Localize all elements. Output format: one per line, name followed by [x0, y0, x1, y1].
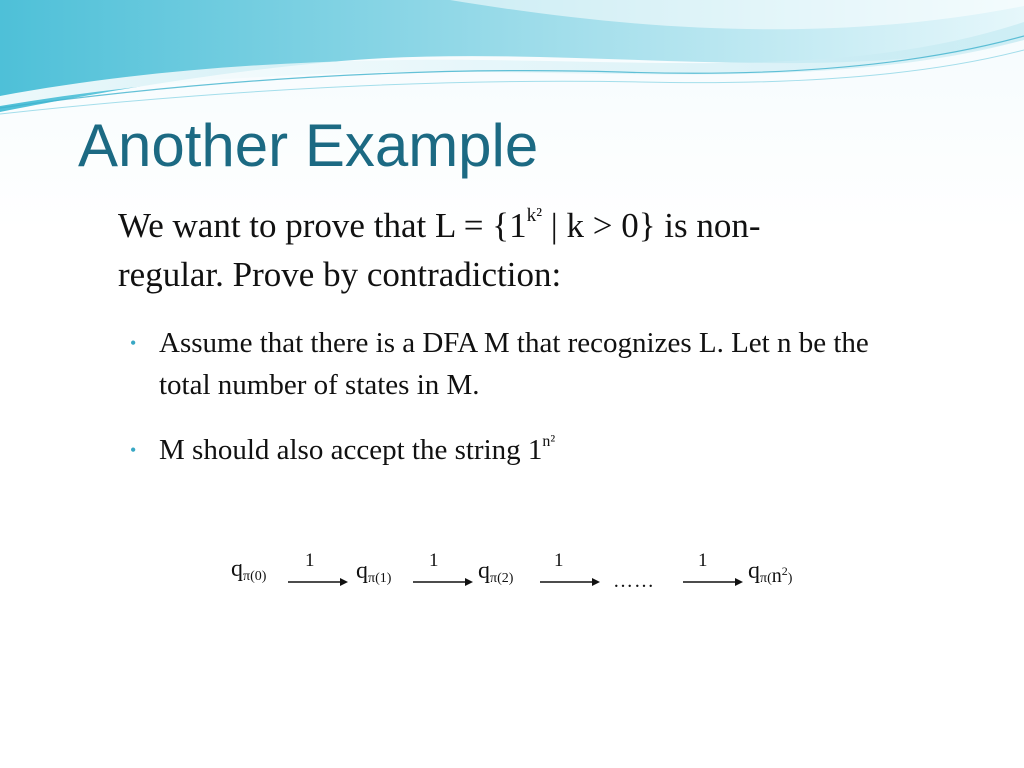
bullet-marker: • [130, 333, 137, 353]
state-symbol: q [356, 558, 368, 584]
intro-exponent: k² [526, 205, 542, 227]
transition-arrow [413, 574, 473, 590]
state-symbol: q [231, 556, 243, 582]
transition-arrow [288, 574, 348, 590]
bullet-text-prefix: M should also accept the string 1 [159, 434, 543, 466]
transition-chain [0, 540, 1024, 610]
state-subscript [760, 563, 793, 587]
intro-line2: regular. Prove by contradiction: [118, 255, 562, 294]
transition-arrow [683, 574, 743, 590]
state-subscript: π(0) [243, 569, 267, 584]
state-q-pi-2 [478, 556, 513, 590]
edge-label: 1 [305, 550, 315, 571]
bullet-item-assume-dfa [130, 322, 920, 406]
state-q-pi-1 [356, 556, 391, 590]
intro-line1-suffix: | k > 0} is non- [541, 206, 761, 245]
state-q-pi-0 [231, 554, 266, 588]
bullet-list [130, 322, 920, 494]
subscript-n: n [771, 565, 782, 587]
edge-label: 1 [429, 550, 439, 571]
bullet-marker: • [130, 440, 137, 460]
edge-label: 1 [698, 550, 708, 571]
state-subscript: π(1) [368, 571, 392, 586]
header-wave-decoration [0, 0, 1024, 120]
state-symbol: q [478, 558, 490, 584]
ellipsis: …… [613, 570, 655, 592]
intro-paragraph [118, 201, 918, 299]
intro-line1-prefix: We want to prove that L = {1 [118, 206, 527, 245]
bullet-item-accept-string [130, 429, 920, 471]
slide-title: Another Example [78, 112, 539, 179]
subscript-exponent: 2 [781, 563, 788, 578]
bullet-text: Assume that there is a DFA M that recognizes L. Let n be the total number of states in M. [159, 327, 869, 401]
state-symbol: q [748, 558, 760, 584]
bullet-exponent: n² [542, 432, 556, 450]
transition-arrow [540, 574, 600, 590]
state-subscript: π(2) [490, 571, 514, 586]
subscript-prefix: π( [760, 571, 772, 586]
edge-label: 1 [554, 550, 564, 571]
state-q-pi-n-squared [748, 556, 792, 590]
subscript-suffix: ) [787, 571, 793, 586]
